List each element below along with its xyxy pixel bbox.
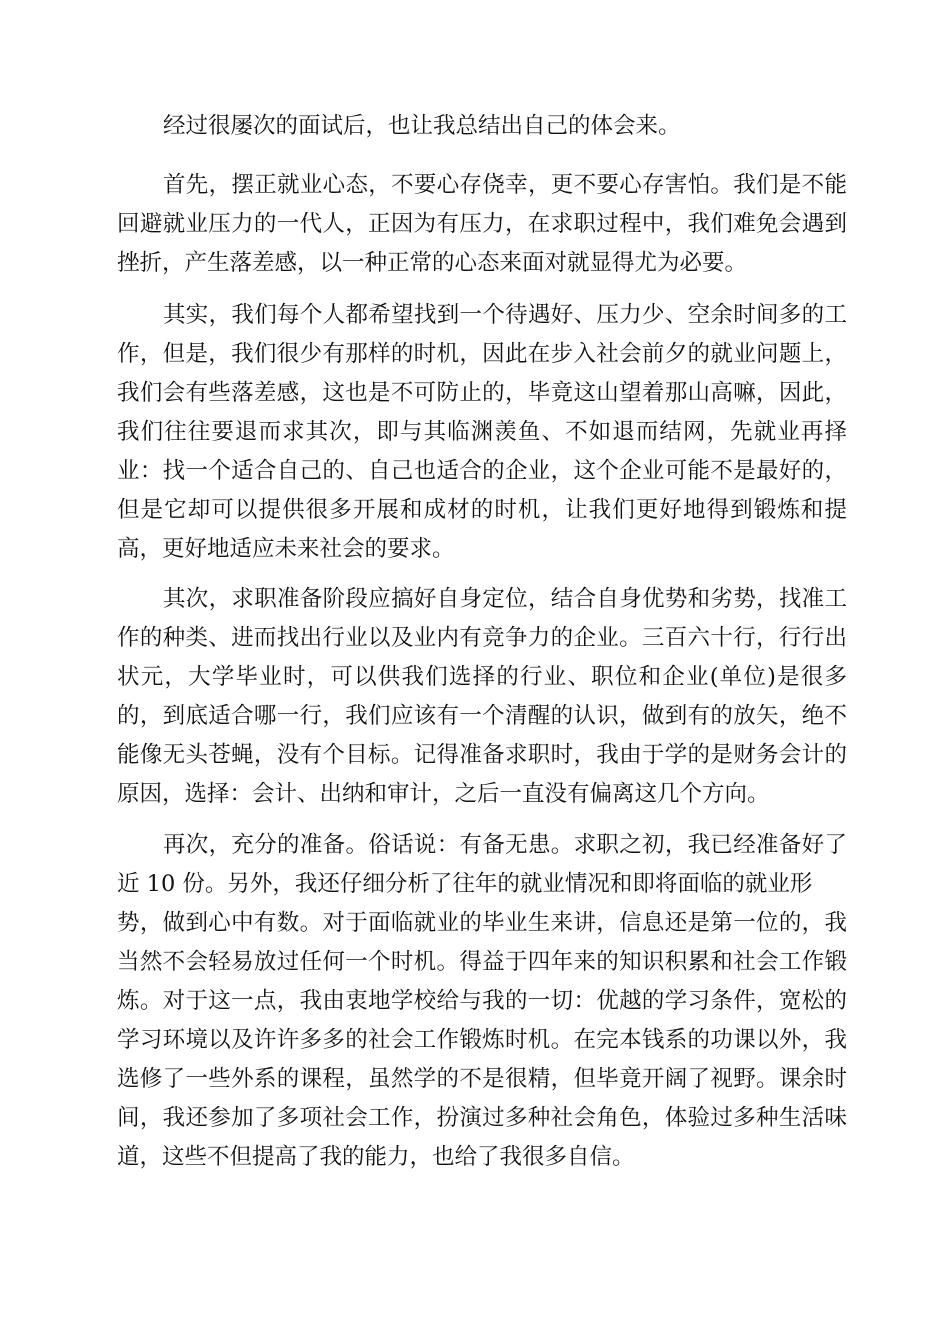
paragraph-3 (117, 296, 847, 569)
paragraph-line: 再次，充分的准备。俗话说：有备无患。求职之初，我已经准备好了 (163, 832, 847, 858)
paragraph-line: 经过很屡次的面试后，也让我总结出自己的体会来。 (163, 113, 681, 139)
paragraph-line: 间，我还参加了多项社会工作，扮演过多种社会角色，体验过多种生活味 (117, 1105, 847, 1131)
paragraph-line: 炼。对于这一点，我由衷地学校给与我的一切：优越的学习条件，宽松的 (117, 988, 847, 1014)
paragraph-line: 选修了一些外系的课程，虽然学的不是很精，但毕竟开阔了视野。课余时 (117, 1066, 847, 1092)
paragraph-line: 挫折，产生落差感，以一种正常的心态来面对就显得尤为必要。 (117, 250, 748, 276)
paragraph-line: 我们会有些落差感，这也是不可防止的，毕竟这山望着那山高嘛，因此， (117, 380, 847, 406)
paragraph-line: 其实，我们每个人都希望找到一个待遇好、压力少、空余时间多的工 (163, 302, 847, 328)
paragraph-line: 作，但是，我们很少有那样的时机，因此在步入社会前夕的就业问题上， (117, 341, 847, 367)
paragraph-line: 回避就业压力的一代人，正因为有压力，在求职过程中，我们难免会遇到 (117, 211, 847, 237)
paragraph-line: 的，到底适合哪一行，我们应该有一个清醒的认识，做到有的放矢，绝不 (117, 703, 847, 729)
paragraph-line: 学习环境以及许许多多的社会工作锻炼时机。在完本钱系的功课以外，我 (117, 1027, 847, 1053)
paragraph-line: 势，做到心中有数。对于面临就业的毕业生来讲，信息还是第一位的，我 (117, 910, 847, 936)
paragraph-5 (117, 826, 847, 1177)
paragraph-line: 我们往往要退而求其次，即与其临渊羡鱼、不如退而结网，先就业再择 (117, 419, 847, 445)
paragraph-1 (117, 107, 847, 146)
paragraph-line: 能像无头苍蝇，没有个目标。记得准备求职时，我由于学的是财务会计的 (117, 742, 847, 768)
paragraph-2 (117, 166, 847, 283)
paragraph-line: 业：找一个适合自己的、自己也适合的企业，这个企业可能不是最好的， (117, 458, 847, 484)
paragraph-line: 高，更好地适应未来社会的要求。 (117, 536, 455, 562)
paragraph-line: 状元，大学毕业时，可以供我们选择的行业、职位和企业(单位)是很多 (117, 664, 847, 690)
paragraph-line: 近 10 份。另外，我还仔细分析了往年的就业情况和即将面临的就业形 (117, 871, 813, 897)
paragraph-line: 当然不会轻易放过任何一个时机。得益于四年来的知识积累和社会工作锻 (117, 949, 847, 975)
paragraph-line: 其次，求职准备阶段应搞好自身定位，结合自身优势和劣势，找准工 (163, 586, 847, 612)
paragraph-line: 原因，选择：会计、出纳和审计，之后一直没有偏离这几个方向。 (117, 781, 770, 807)
paragraph-line: 首先，摆正就业心态，不要心存侥幸，更不要心存害怕。我们是不能 (163, 172, 847, 198)
paragraph-line: 但是它却可以提供很多开展和成材的时机，让我们更好地得到锻炼和提 (117, 497, 847, 523)
paragraph-line: 作的种类、进而找出行业以及业内有竞争力的企业。三百六十行，行行出 (117, 625, 847, 651)
paragraph-4 (117, 580, 847, 814)
paragraph-line: 道，这些不但提高了我的能力，也给了我很多自信。 (117, 1144, 635, 1170)
